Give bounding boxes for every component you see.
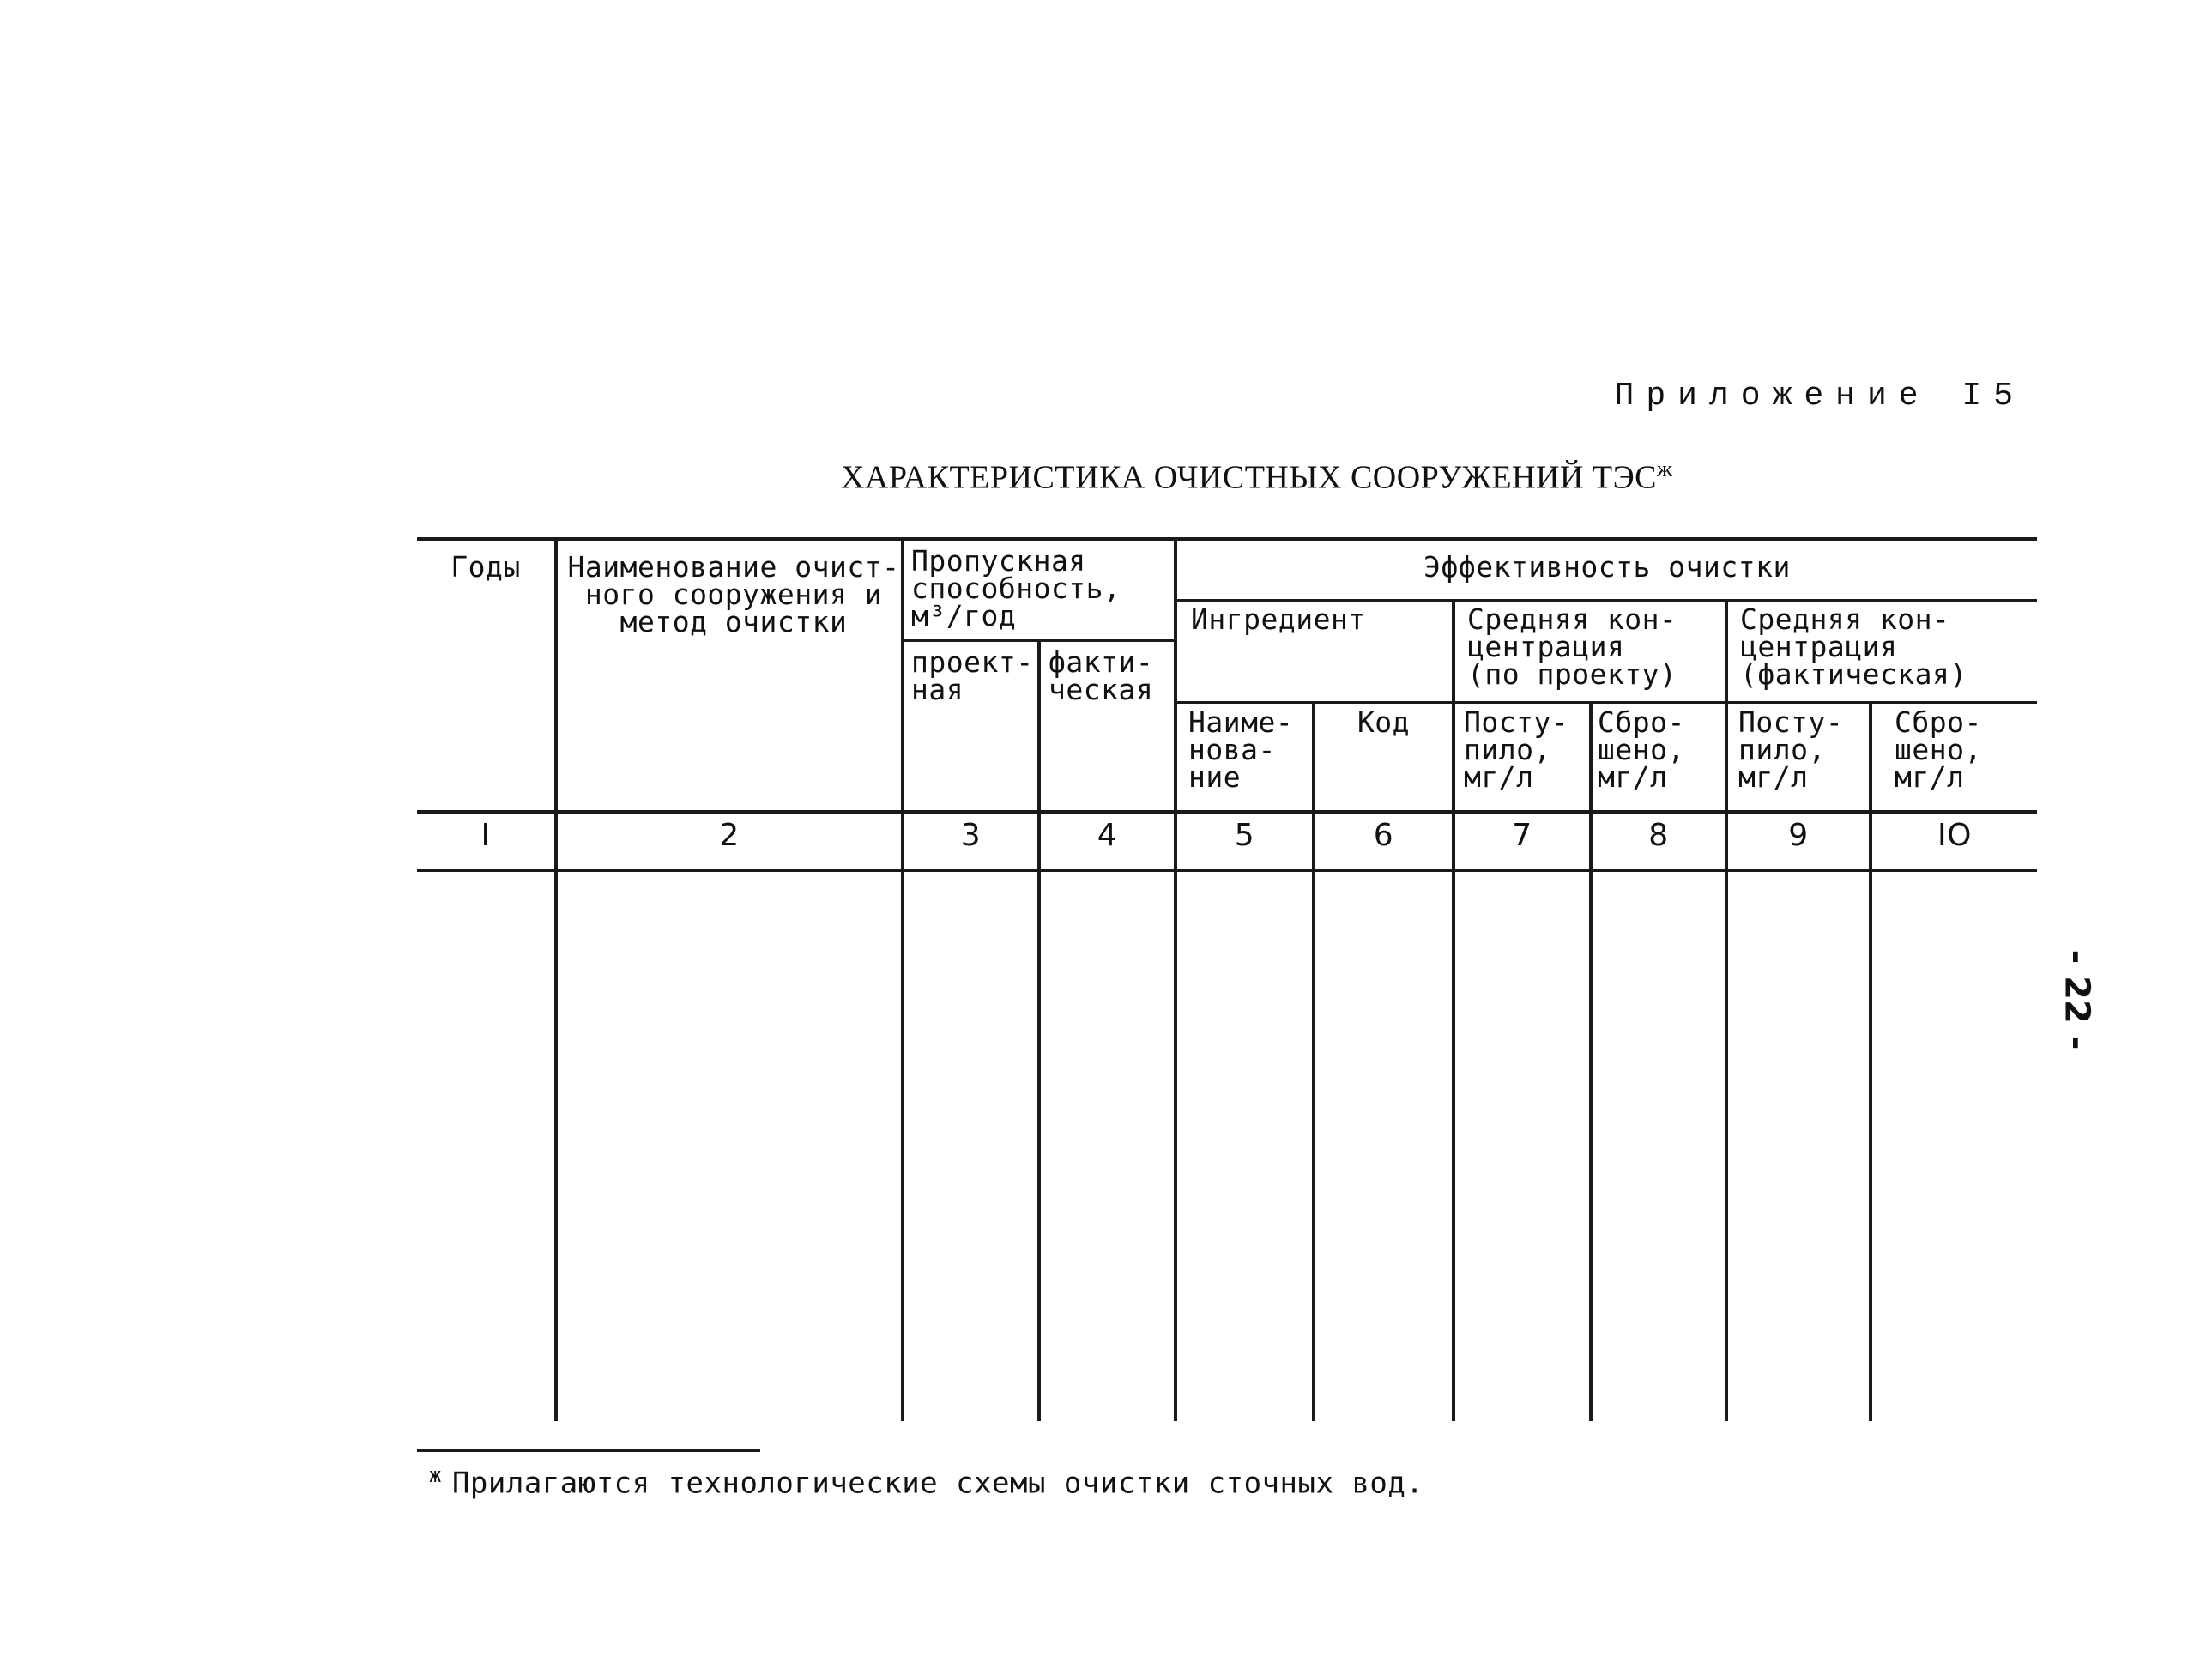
col-divider-2 [901,537,904,1421]
column-number: 9 [1788,818,1809,853]
col-divider-6 [1452,599,1455,1421]
header-avg-design: Средняя кон- центрация (по проекту) [1467,602,1677,691]
header-avg-actual: Средняя кон- центрация (фактическая) [1740,602,1967,691]
header-discharged-actual: Сбро- шено, мг/л [1895,705,1982,794]
header-ingredient-name: Наиме- нова- ние [1188,705,1294,794]
column-number: 3 [960,818,982,853]
header-discharged-design: Сбро- шено, мг/л [1598,705,1685,794]
document-title [841,457,1672,497]
footnote-text: Прилагаются технологические схемы очистки сточных вод. [451,1466,1424,1501]
footnote-mark: ж [429,1463,442,1487]
column-number: 4 [1097,818,1118,853]
header-received-design: Посту- пило, мг/л [1464,705,1569,794]
header-years: Годы [450,550,521,584]
header-rule-efficiency [1176,599,2037,602]
title-footnote-mark: ж [1657,457,1673,481]
column-number: 5 [1234,818,1255,853]
header-facility: Наименование очист- ного сооружения и метод очистки [567,550,900,638]
footnote [429,1463,1423,1500]
col-divider-8 [1725,599,1728,1421]
header-ingredient-code: Код [1357,705,1411,739]
col-divider-5 [1312,701,1315,1421]
header-ingredient: Ингредиент [1191,602,1366,636]
column-number: 7 [1512,818,1532,853]
col-divider-1 [554,537,558,1421]
col-divider-4 [1174,537,1177,1421]
footnote-rule [417,1449,760,1452]
column-number: 2 [719,818,740,853]
column-number: 6 [1373,818,1394,853]
appendix-label: Приложение I5 [1614,378,2025,414]
page-number-text: - 22 - [2057,949,2096,1050]
page-number [2046,944,2106,1056]
col-divider-9 [1869,701,1872,1421]
col-divider-3 [1037,639,1041,1421]
table-top-rule [417,537,2037,541]
header-capacity: Пропускная способность, м³/год [911,544,1121,632]
column-number: IO [1937,818,1972,853]
numbers-bottom-rule [417,869,2037,872]
header-bottom-rule [417,810,2037,814]
header-capacity-actual: факти- ческая [1049,645,1154,706]
header-received-actual: Посту- пило, мг/л [1738,705,1844,794]
header-efficiency: Эффективность очистки [1423,550,1791,584]
title-text: ХАРАКТЕРИСТИКА ОЧИСТНЫХ СООРУЖЕНИЙ ТЭС [841,459,1658,496]
header-rule-subcolumns [1176,701,2037,704]
header-capacity-design: проект- ная [911,645,1034,706]
column-number: I [480,818,491,853]
col-divider-7 [1589,701,1593,1421]
column-number: 8 [1648,818,1669,853]
